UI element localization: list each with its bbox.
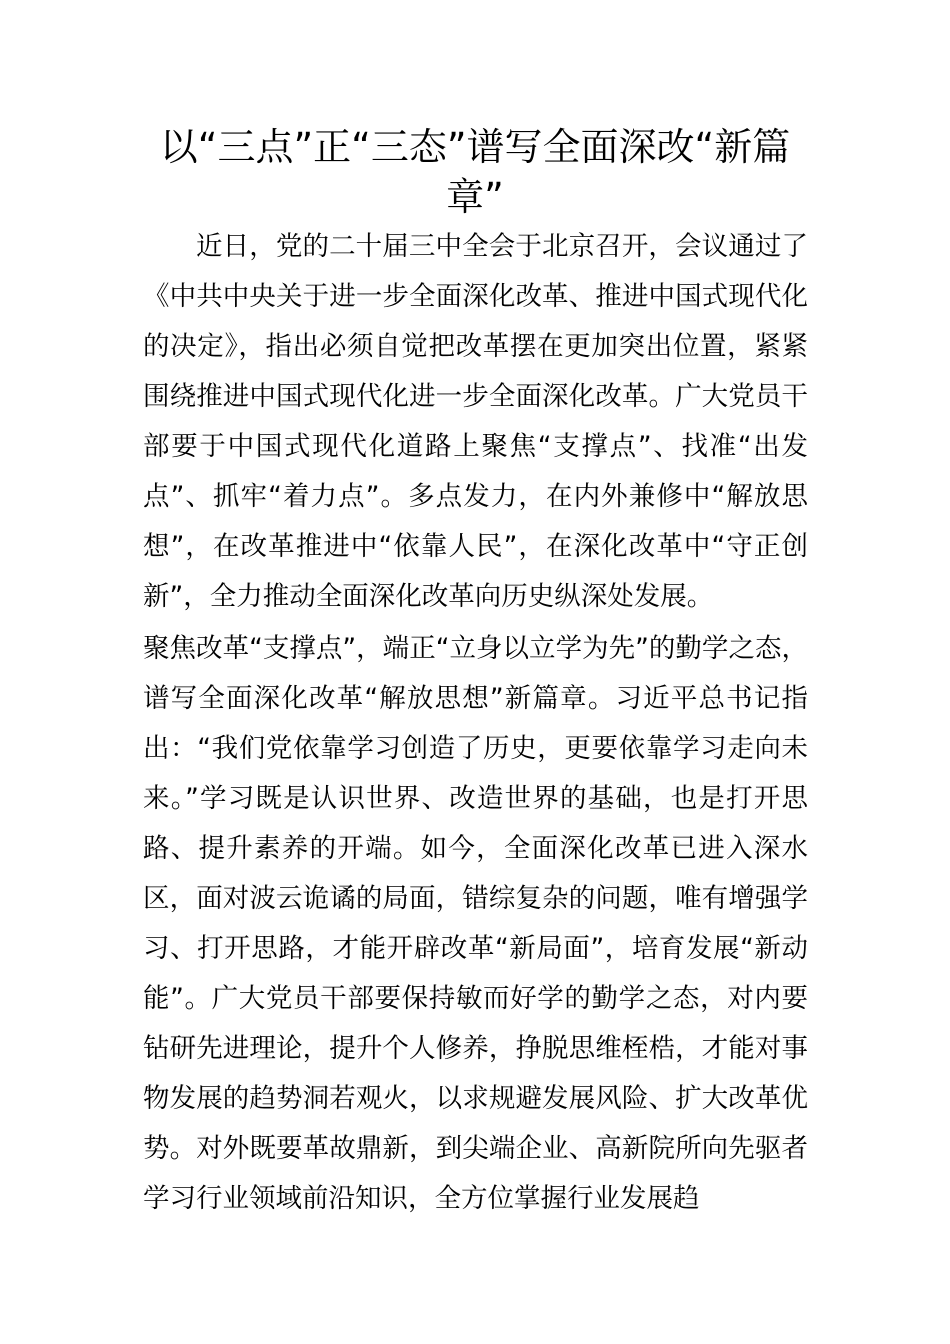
- paragraph-1: 近日，党的二十届三中全会于北京召开，会议通过了《中共中央关于进一步全面深化改革、推进中国式现代化的决定》，指出必须自觉把改革摆在更加突出位置，紧紧围绕推进中国式现代化进一步全面深化改革。广大党员干部要于中国式现代化道路上聚焦“支撑点”、找准“出发点”、抓牢“着力点”。多点发力，在内外兼修中“解放思想”，在改革推进中“依靠人民”，在深化改革中“守正创新”，全力推动全面深化改革向历史纵深处发展。: [143, 231, 808, 612]
- paragraph-2: 聚焦改革“支撑点”，端正“立身以立学为先”的勤学之态，谱写全面深化改革“解放思想”新篇章。习近平总书记指出：“我们党依靠学习创造了历史，更要依靠学习走向未来。”学习既是认识世界、改造世界的基础，也是打开思路、提升素养的开端。如今，全面深化改革已进入深水区，面对波云诡谲的局面，错综复杂的问题，唯有增强学习、打开思路，才能开辟改革“新局面”，培育发展“新动能”。广大党员干部要保持敏而好学的勤学之态，对内要钻研先进理论，提升个人修养，挣脱思维桎梏，才能对事物发展的趋势洞若观火，以求规避发展风险、扩大改革优势。对外既要革故鼎新，到尖端企业、高新院所向先驱者学习行业领域前沿知识，全方位掌握行业发展趋: [143, 633, 808, 1214]
- document-body: [143, 222, 808, 1224]
- document-title: 以“三点”正“三态”谱写全面深改“新篇章”: [159, 125, 791, 219]
